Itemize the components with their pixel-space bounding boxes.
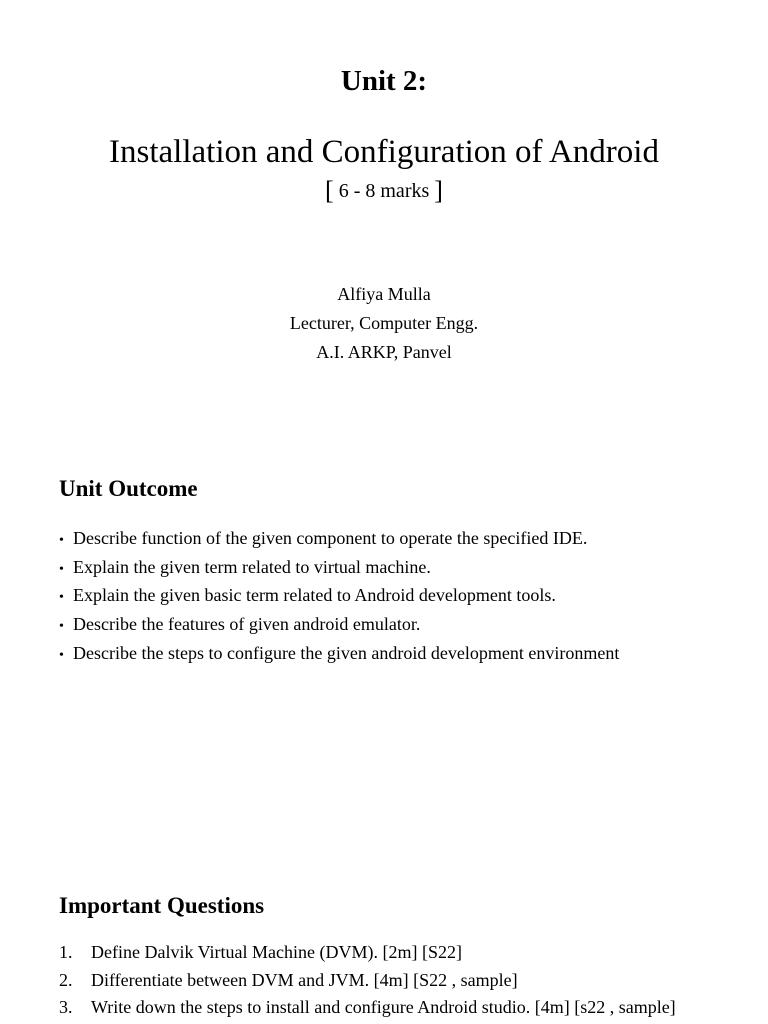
question-text: Differentiate between DVM and JVM. [4m] [S22 , sample] [91, 969, 518, 990]
bullet-icon: • [59, 647, 64, 663]
marks-open-bracket: [ [325, 176, 334, 205]
outcome-text: Describe the steps to configure the given android development environment [73, 642, 620, 663]
list-item [59, 939, 676, 967]
list-item [59, 639, 619, 668]
question-number: 1. [59, 942, 73, 962]
marks-close-bracket: ] [434, 176, 443, 205]
outcome-text: Explain the given basic term related to Android development tools. [73, 585, 556, 606]
unit-outcome-heading: Unit Outcome [59, 476, 198, 501]
unit-title: Unit 2: [340, 65, 428, 97]
question-number: 2. [59, 969, 73, 990]
outcome-text: Explain the given term related to virtual machine. [73, 556, 431, 577]
unit-outcome-list [59, 524, 619, 667]
list-item [59, 524, 619, 553]
list-item [59, 553, 619, 582]
list-item [59, 610, 619, 639]
marks-label [0, 176, 768, 206]
important-questions-list [59, 939, 676, 1022]
list-item [59, 967, 676, 995]
question-text: Define Dalvik Virtual Machine (DVM). [2m] [S22] [91, 942, 462, 962]
author-name: Alfiya Mulla [337, 284, 431, 304]
important-questions-heading: Important Questions [59, 893, 265, 918]
bullet-icon: • [59, 561, 64, 577]
bullet-icon: • [59, 533, 64, 548]
list-item [59, 581, 619, 610]
author-institution: A.I. ARKP, Panvel [316, 342, 452, 362]
question-number: 3. [59, 997, 73, 1017]
bullet-icon: • [59, 590, 64, 606]
author-role: Lecturer, Computer Engg. [289, 313, 479, 333]
list-item [59, 994, 676, 1022]
marks-value: 6 - 8 marks [338, 180, 430, 202]
document-title: Installation and Configuration of Android [109, 134, 659, 170]
bullet-icon: • [59, 619, 64, 635]
outcome-text: Describe function of the given component to operate the specified IDE. [73, 528, 588, 548]
question-text: Write down the steps to install and configure Android studio. [4m] [s22 , sample] [91, 997, 676, 1017]
outcome-text: Describe the features of given android emulator. [73, 614, 421, 635]
